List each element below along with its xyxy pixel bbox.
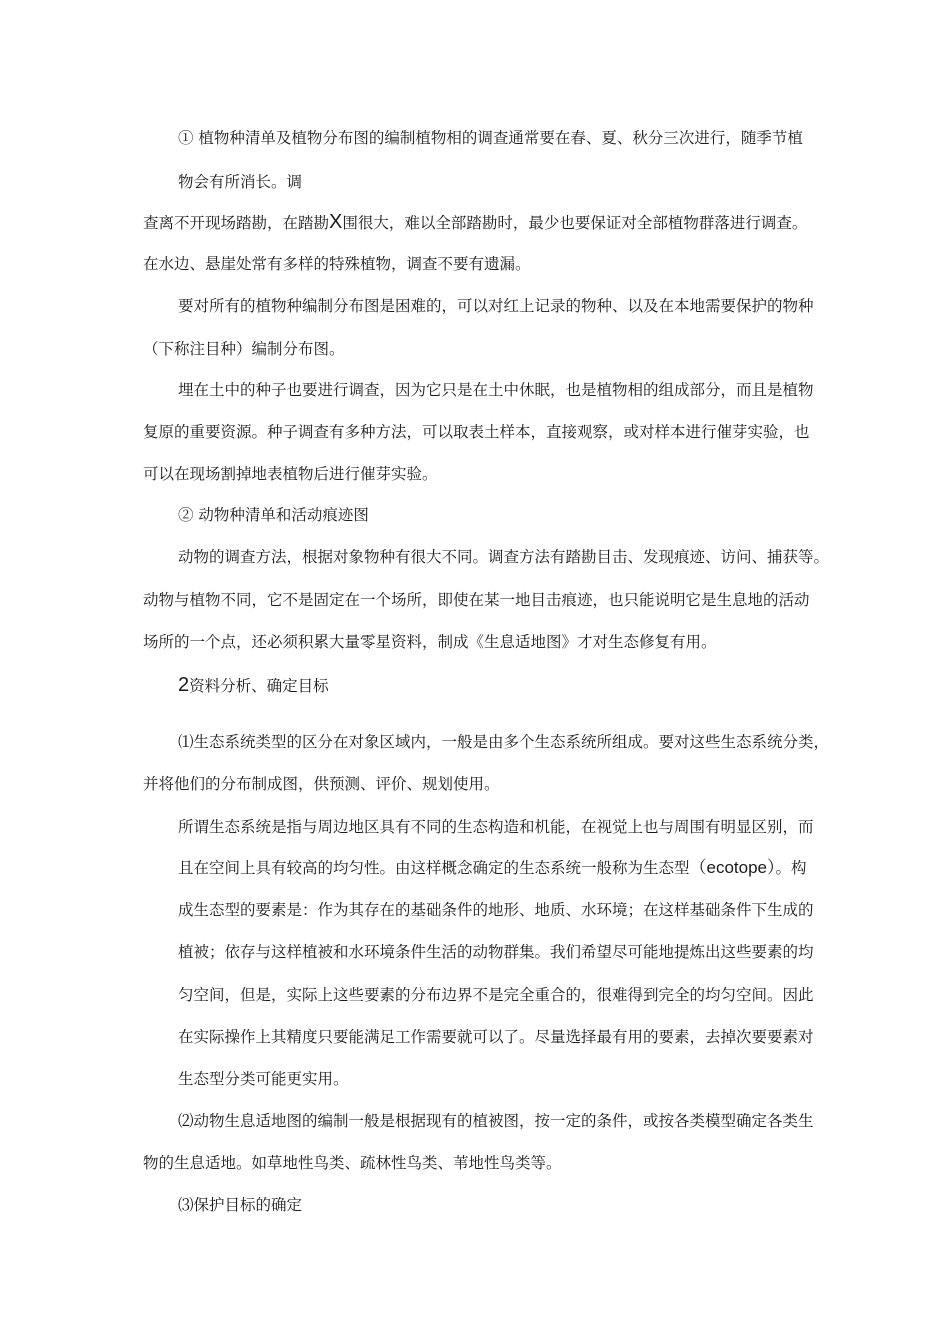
section-heading: 2资料分析、确定目标: [178, 674, 329, 696]
paragraph-line: 要对所有的植物种编制分布图是困难的，可以对红上记录的物种、以及在本地需要保护的物种: [178, 297, 814, 315]
paragraph-line: 查离不开现场踏勘，在踏勘X围很大，难以全部踏勘时，最少也要保证对全部植物群落进行调查。: [143, 211, 808, 233]
paragraph-line: 物的生息适地。如草地性鸟类、疏林性鸟类、苇地性鸟类等。: [143, 1154, 562, 1172]
section-heading: ⑶保护目标的确定: [178, 1196, 303, 1214]
paragraph-line: 物会有所消长。调: [178, 173, 303, 191]
paragraph-line: 生态型分类可能更实用。: [178, 1070, 349, 1088]
paragraph-line: （下称注目种）编制分布图。: [143, 340, 345, 358]
paragraph-line: 所谓生态系统是指与周边地区具有不同的生态构造和机能，在视觉上也与周围有明显区别，而: [178, 818, 814, 836]
paragraph-line: 可以在现场割掉地表植物后进行催芽实验。: [143, 465, 438, 483]
section-number: 2: [178, 674, 190, 696]
paragraph-line: 且在空间上具有较高的均匀性。由这样概念确定的生态系统一般称为生态型（ecotope）。构: [178, 858, 807, 877]
paragraph-line: 场所的一个点，还必须积累大量零星资料，制成《生息适地图》才对生态修复有用。: [143, 633, 717, 651]
paragraph-line: ① 植物种清单及植物分布图的编制植物相的调查通常要在春、夏、秋分三次进行，随季节植: [178, 129, 803, 147]
term-ecotope: （ecotope）: [689, 858, 776, 877]
paragraph-line: 动物与植物不同，它不是固定在一个场所，即使在某一地目击痕迹，也只能说明它是生息地的活动: [143, 591, 810, 609]
paragraph-line: 匀空间，但是，实际上这些要素的分布边界不是完全重合的，很难得到完全的均匀空间。因此: [178, 986, 814, 1004]
paragraph-line: 植被；依存与这样植被和水环境条件生活的动物群集。我们希望尽可能地提炼出这些要素的均: [178, 943, 814, 961]
paragraph-line: 并将他们的分布制成图，供预测、评价、规划使用。: [143, 775, 500, 793]
garbled-char: X: [329, 211, 343, 233]
paragraph-line: 在水边、悬崖处常有多样的特殊植物，调查不要有遗漏。: [143, 255, 531, 273]
paragraph-line: 在实际操作上其精度只要能满足工作需要就可以了。尽量选择最有用的要素，去掉次要要素对: [178, 1028, 814, 1046]
section-heading: ② 动物种清单和活动痕迹图: [178, 506, 369, 524]
paragraph-line: ⑴生态系统类型的区分在对象区域内，一般是由多个生态系统所组成。要对这些生态系统分类，: [178, 733, 830, 751]
paragraph-line: ⑵动物生息适地图的编制一般是根据现有的植被图，按一定的条件，或按各类模型确定各类生: [178, 1112, 814, 1130]
paragraph-line: 复原的重要资源。种子调查有多种方法，可以取表土样本，直接观察，或对样本进行催芽实验，也: [143, 423, 810, 441]
paragraph-line: 埋在土中的种子也要进行调查，因为它只是在土中休眠，也是植物相的组成部分，而且是植物: [178, 381, 814, 399]
paragraph-line: 成生态型的要素是：作为其存在的基础条件的地形、地质、水环境；在这样基础条件下生成的: [178, 901, 814, 919]
paragraph-line: 动物的调查方法，根据对象物种有很大不同。调查方法有踏勘目击、发现痕迹、访问、捕获等。: [178, 548, 830, 566]
